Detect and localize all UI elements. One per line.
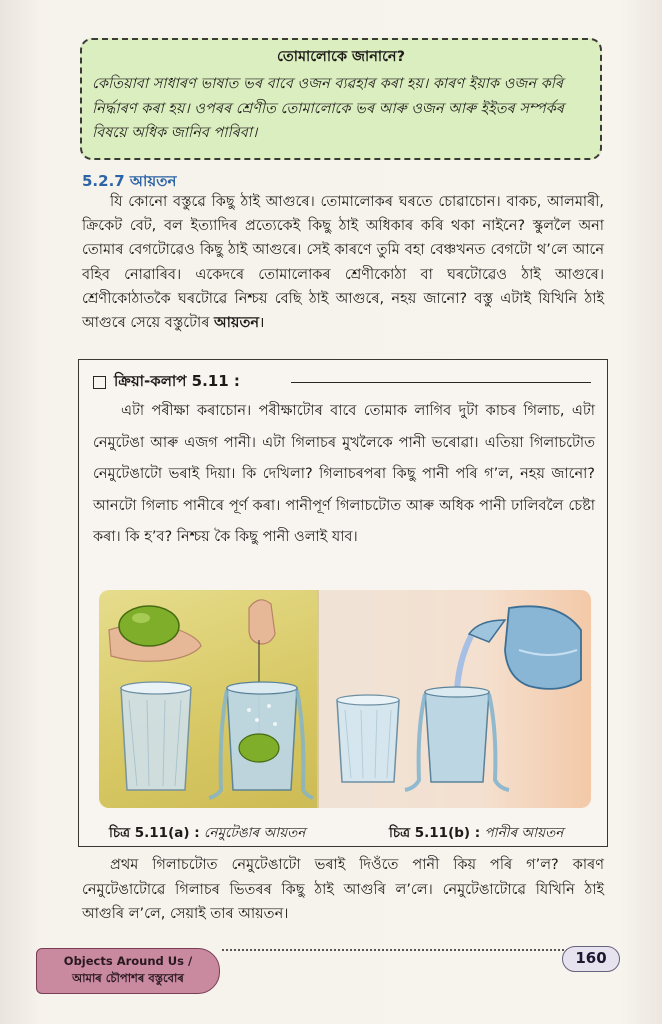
checkbox-square-icon xyxy=(93,376,106,389)
footer-book-title xyxy=(36,948,220,994)
paragraph-keyword: আয়তন xyxy=(214,315,260,332)
water-jug xyxy=(505,606,581,689)
caption-a xyxy=(109,822,305,845)
lemon-in-glass-illustration xyxy=(99,590,319,808)
caption-b-text: পানীৰ আয়তন xyxy=(484,825,564,841)
caption-b xyxy=(389,822,563,845)
figure-panel-b xyxy=(319,590,591,808)
activity-box xyxy=(78,359,608,847)
did-you-know-box xyxy=(80,38,602,160)
activity-header xyxy=(93,370,240,395)
activity-title: ক্ৰিয়া-কলাপ 5.11 : xyxy=(114,372,240,390)
conclusion-paragraph: প্ৰথম গিলাচটোত নেমুটেঙাটো ভৰাই দিওঁতে পানী কিয় পৰি গ’ল? কাৰণ নেমুটেঙাটোৱে গিলাচৰ ভিতৰৰ কিছু ঠাই আগুৰি ল’লে। নেমুটেঙাটোৱে যিখিনি ঠাই আগুৰি ল’লে, সেয়াই তাৰ আয়তন। xyxy=(82,857,604,922)
overflow-left xyxy=(405,694,425,790)
paragraph-text: যি কোনো বস্তুৱে কিছু ঠাই আগুৰে। তোমালোকৰ ঘৰতে চোৱাচোন। বাকচ, আলমাৰী, ক্ৰিকেট বেট, বল ইত্যাদিৰ প্ৰত্যেকেই কিছু ঠাই অধিকাৰ কৰি থকা নাইনে? স্কুললৈ অনা তোমাৰ বেগটোৱেও কিছু ঠাই আগুৰে। সেই কাৰণে তুমি বহা বেঞ্চখনত বেগটো থ’লে আনে বহিব নোৱাৰিব। একেদৰে তোমালোকৰ শ্ৰেণীকোঠা বা ঘৰটোৱেও ঠাই আগুৰে। শ্ৰেণীকোঠাতকৈ ঘৰটোৱে নিশ্চয় বেছি ঠাই আগুৰে, নহয় জানো? বস্তু এটাই যিখিনি ঠাই আগুৰে সেয়ে বস্তুটোৰ xyxy=(82,194,604,332)
caption-b-label: চিত্ৰ 5.11(b) : xyxy=(389,825,481,841)
page-number: 160 xyxy=(562,946,620,972)
infobox-title: তোমালোকে জানানে? xyxy=(276,49,405,65)
paragraph-end: । xyxy=(259,315,265,332)
water-overflow-illustration xyxy=(319,590,591,808)
overflow-right xyxy=(489,694,509,790)
overflow-water-left xyxy=(209,690,227,798)
infobox-text: কেতিয়াবা সাধাৰণ ভাষাত ভৰ বাবে ওজন ব্যৱহাৰ কৰা হয়। কাৰণ ইয়াক ওজন কৰি নিৰ্দ্ধাৰণ কৰা হয়। ওপৰৰ শ্ৰেণীত তোমালোকে ভৰ আৰু ওজন আৰু ইইতৰ সম্পৰ্কৰ বিষয়ে অধিক জানিব পাৰিবা। xyxy=(92,76,564,141)
activity-text: এটা পৰীক্ষা কৰাচোন। পৰীক্ষাটোৰ বাবে তোমাক লাগিব দুটা কাচৰ গিলাচ, এটা নেমুটেঙা আৰু এজগ পানী। এটা গিলাচৰ মুখলৈকে পানী ভৰোৱা। এতিয়া গিলাচটোত নেমুটেঙাটো ভৰাই দিয়া। কি দেখিলা? গিলাচৰপৰা কিছু পানী পৰি গ’ল, নহয় জানো? আনটো গিলাচ পানীৰে পূৰ্ণ কৰা। পানীপূৰ্ণ গিলাচটোত আৰু অধিক পানী ঢালিবলৈ চেষ্টা কৰা। কি হ’ব? নিশ্চয় কৈ কিছু পানী ওলাই যাব। xyxy=(93,403,595,546)
glass-3 xyxy=(337,700,399,782)
lemon xyxy=(119,606,179,646)
figure-panel-a xyxy=(99,590,319,808)
section-paragraph xyxy=(82,190,604,335)
lemon-in-glass xyxy=(239,734,279,762)
glass-4 xyxy=(425,692,489,782)
figure-5-11 xyxy=(99,590,591,808)
section-heading: 5.2.7 আয়তন xyxy=(82,172,177,190)
book-title-as: আমাৰ চৌপাশৰ বস্তুবোৰ xyxy=(72,971,184,985)
hand-with-thread xyxy=(249,600,275,644)
caption-a-text: নেমুটেঙাৰ আয়তন xyxy=(203,825,306,841)
book-title-en: Objects Around Us / xyxy=(63,954,193,968)
water-stream xyxy=(457,636,471,690)
activity-rule xyxy=(291,382,591,383)
overflow-water-right xyxy=(297,690,313,798)
caption-a-label: চিত্ৰ 5.11(a) : xyxy=(109,825,200,841)
footer-dotted-rule xyxy=(222,949,604,951)
